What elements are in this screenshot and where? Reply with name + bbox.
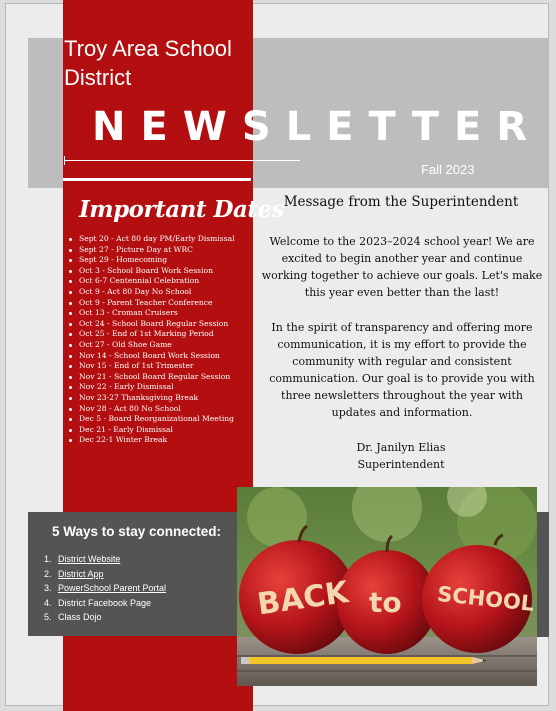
date-item: Oct 25 - End of 1st Marking Period	[79, 329, 265, 340]
date-item: Nov 28 - Act 80 No School	[79, 404, 265, 415]
signature-name: Dr. Janilyn Elias	[356, 441, 446, 454]
date-item: Oct 13 - Croman Cruisers	[79, 308, 265, 319]
date-item: Oct 6-7 Centennial Celebration	[79, 276, 265, 287]
signature-title: Superintendent	[357, 458, 445, 471]
date-item: Oct 24 - School Board Regular Session	[79, 319, 265, 330]
date-item: Sept 20 - Act 80 day PM/Early Dismissal	[79, 234, 265, 245]
date-item: Nov 15 - End of 1st Trimester	[79, 361, 265, 372]
apple-word-school: SCHOOL	[436, 581, 536, 616]
connect-item-facebook: 4. District Facebook Page	[44, 597, 152, 608]
message-paragraph: In the spirit of transparency and offering more communication, it is my effort to provide the community with regular and consistent communication. Our goal is to provide you with three newsletters throughout the year with updates and information.	[269, 321, 535, 419]
newsletter-masthead: NEWSLETTER	[92, 104, 543, 150]
district-website-link[interactable]: District Website	[58, 554, 121, 564]
date-item: Dec 5 - Board Reorganizational Meeting	[79, 414, 265, 425]
date-item: Oct 27 - Old Shoe Game	[79, 340, 265, 351]
date-item: Nov 22 - Early Dismissal	[79, 382, 265, 393]
date-item: Nov 14 - School Board Work Session	[79, 351, 265, 362]
facebook-page-label: District Facebook Page	[58, 597, 152, 608]
important-dates-list	[67, 234, 265, 446]
date-item: Sept 27 - Picture Day at WRC	[79, 245, 265, 256]
class-dojo-label: Class Dojo	[58, 612, 102, 622]
signature-block	[253, 439, 549, 473]
stay-connected-heading: 5 Ways to stay connected:	[52, 524, 222, 539]
powerschool-portal-link[interactable]: PowerSchool Parent Portal	[58, 583, 167, 593]
date-item: Oct 3 - School Board Work Session	[79, 266, 265, 277]
header-divider-thin	[64, 160, 300, 161]
date-item: Oct 9 - Act 80 Day No School	[79, 287, 265, 298]
district-app-link[interactable]: District App	[58, 568, 104, 579]
stay-connected-list	[42, 552, 166, 625]
message-paragraph: Welcome to the 2023–2024 school year! We are excited to begin another year and continue working together to achieve our goals. Let's make this year even better than the last!	[261, 235, 543, 299]
connect-item-app[interactable]: 2. District App	[44, 568, 104, 579]
important-dates-heading: Important Dates	[79, 196, 285, 223]
superintendent-message-heading: Message from the Superintendent	[283, 194, 519, 210]
header-divider-thick	[63, 178, 251, 181]
apple-word-back: BACK	[255, 574, 351, 623]
connect-item-website[interactable]: 1. District Website	[44, 554, 121, 564]
pencil	[247, 657, 472, 664]
back-to-school-apples-photo	[237, 487, 537, 686]
stay-connected-box	[28, 512, 249, 636]
apples-illustration	[237, 487, 537, 686]
date-item: Dec 21 - Early Dismissal	[79, 425, 265, 436]
issue-season: Fall 2023	[421, 162, 475, 177]
connect-item-portal[interactable]: 3. PowerSchool Parent Portal	[44, 583, 167, 593]
date-item: Sept 29 - Homecoming	[79, 255, 265, 266]
date-item: Dec 22-1 Winter Break	[79, 435, 265, 446]
date-item: Nov 23-27 Thanksgiving Break	[79, 393, 265, 404]
date-item: Oct 9 - Parent Teacher Conference	[79, 298, 265, 309]
apple-word-to: to	[369, 586, 402, 619]
district-name: Troy Area School District	[64, 36, 232, 90]
superintendent-message-body	[258, 233, 546, 439]
date-item: Nov 21 - School Board Regular Session	[79, 372, 265, 383]
connect-item-dojo: 5. Class Dojo	[44, 612, 102, 622]
